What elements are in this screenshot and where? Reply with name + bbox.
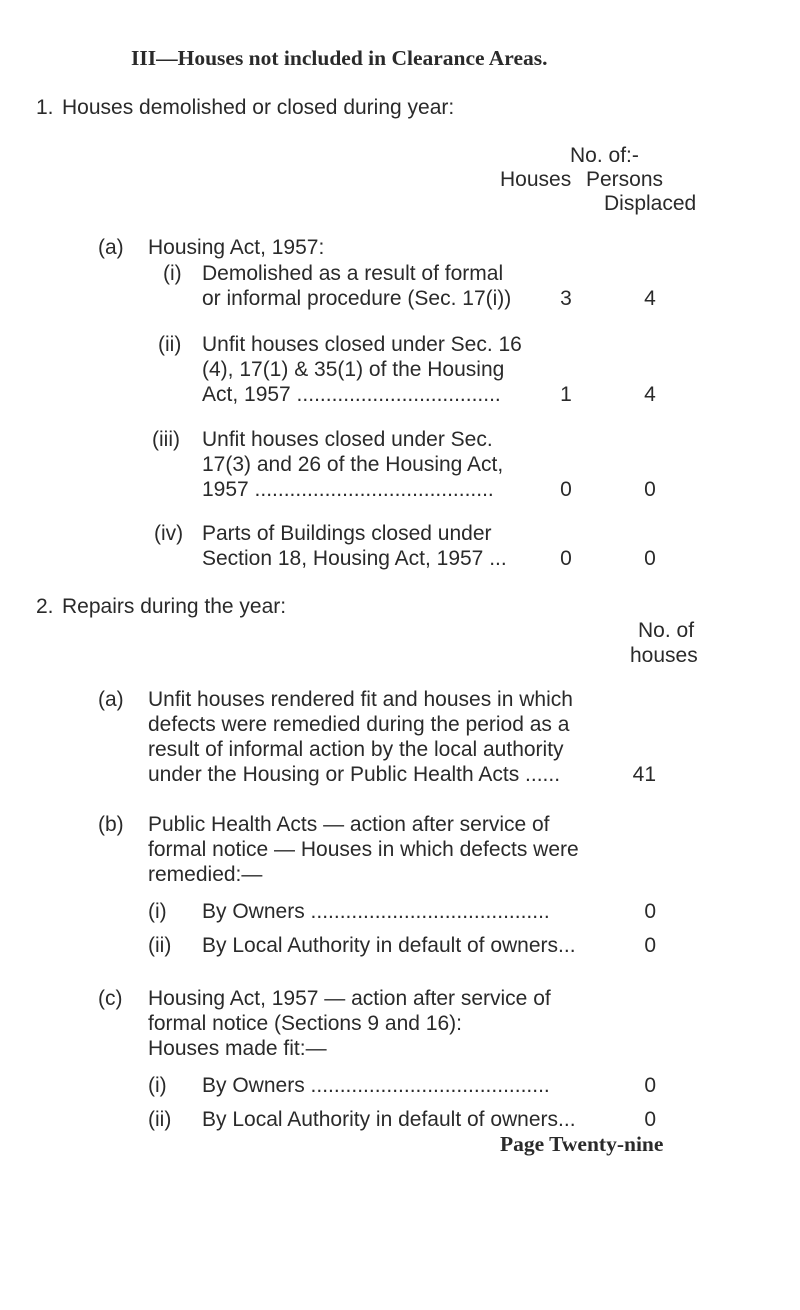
- persons-value: 4: [644, 383, 656, 406]
- sub-b-text: Public Health Acts — action after service of: [148, 813, 550, 836]
- sub-a-text: under the Housing or Public Health Acts ......: [148, 763, 561, 786]
- sub-a-text: defects were remedied during the period as a: [148, 713, 570, 736]
- sub-a-text: Unfit houses rendered fit and houses in which: [148, 688, 573, 711]
- item-label: (iv): [154, 522, 184, 545]
- houses-value: 0: [560, 547, 572, 570]
- houses-value: 0: [644, 934, 656, 957]
- section-2-number: 2.: [36, 595, 54, 618]
- item-text: By Local Authority in default of owners...: [202, 934, 576, 957]
- sub-a-text: Housing Act, 1957:: [148, 236, 325, 259]
- item-text: 1957 .........................................: [202, 478, 494, 501]
- column-header-no-of: No. of: [638, 619, 695, 642]
- sub-c-text: Housing Act, 1957 — action after service of: [148, 987, 551, 1010]
- item-text: Unfit houses closed under Sec. 16: [202, 333, 522, 356]
- persons-value: 4: [644, 287, 656, 310]
- item-text: Parts of Buildings closed under: [202, 522, 492, 545]
- column-header-houses: houses: [630, 644, 698, 667]
- column-group-header: No. of:-: [570, 144, 639, 167]
- page-title: III—Houses not included in Clearance Areas.: [131, 46, 548, 70]
- item-label: (i): [148, 1074, 167, 1097]
- column-header-displaced: Displaced: [604, 192, 697, 215]
- item-text: Demolished as a result of formal: [202, 262, 504, 285]
- item-text: Act, 1957 ...................................: [202, 383, 501, 406]
- section-1-heading: Houses demolished or closed during year:: [62, 96, 455, 119]
- sub-b-label: (b): [98, 813, 124, 836]
- item-text: Section 18, Housing Act, 1957 ...: [202, 547, 507, 570]
- sub-a-text: result of informal action by the local authority: [148, 738, 564, 761]
- houses-value: 0: [644, 1074, 656, 1097]
- page-number: Page Twenty-nine: [500, 1132, 664, 1156]
- item-text: By Local Authority in default of owners...: [202, 1108, 576, 1131]
- item-label: (ii): [148, 1108, 172, 1131]
- persons-value: 0: [644, 547, 656, 570]
- sub-c-text: Houses made fit:—: [148, 1037, 327, 1060]
- sub-c-label: (c): [98, 987, 123, 1010]
- column-header-persons: Persons: [586, 168, 664, 191]
- houses-value: 1: [560, 383, 572, 406]
- sub-b-text: formal notice — Houses in which defects were: [148, 838, 579, 861]
- houses-value: 41: [632, 763, 656, 786]
- item-label: (ii): [148, 934, 172, 957]
- houses-value: 0: [644, 900, 656, 923]
- item-label: (ii): [158, 333, 182, 356]
- section-2-heading: Repairs during the year:: [62, 595, 287, 618]
- houses-value: 0: [644, 1108, 656, 1131]
- sub-a-label: (a): [98, 688, 124, 711]
- sub-c-text: formal notice (Sections 9 and 16):: [148, 1012, 462, 1035]
- sub-a-label: (a): [98, 236, 124, 259]
- item-label: (i): [163, 262, 182, 285]
- item-text: 17(3) and 26 of the Housing Act,: [202, 453, 504, 476]
- item-label: (iii): [152, 428, 180, 451]
- houses-value: 0: [560, 478, 572, 501]
- item-text: By Owners .........................................: [202, 900, 550, 923]
- item-label: (i): [148, 900, 167, 923]
- persons-value: 0: [644, 478, 656, 501]
- item-text: (4), 17(1) & 35(1) of the Housing: [202, 358, 505, 381]
- item-text: Unfit houses closed under Sec.: [202, 428, 493, 451]
- houses-value: 3: [560, 287, 572, 310]
- sub-b-text: remedied:—: [148, 863, 263, 886]
- column-header-houses: Houses: [500, 168, 572, 191]
- item-text: By Owners .........................................: [202, 1074, 550, 1097]
- item-text: or informal procedure (Sec. 17(i)): [202, 287, 512, 310]
- section-1-number: 1.: [36, 96, 54, 119]
